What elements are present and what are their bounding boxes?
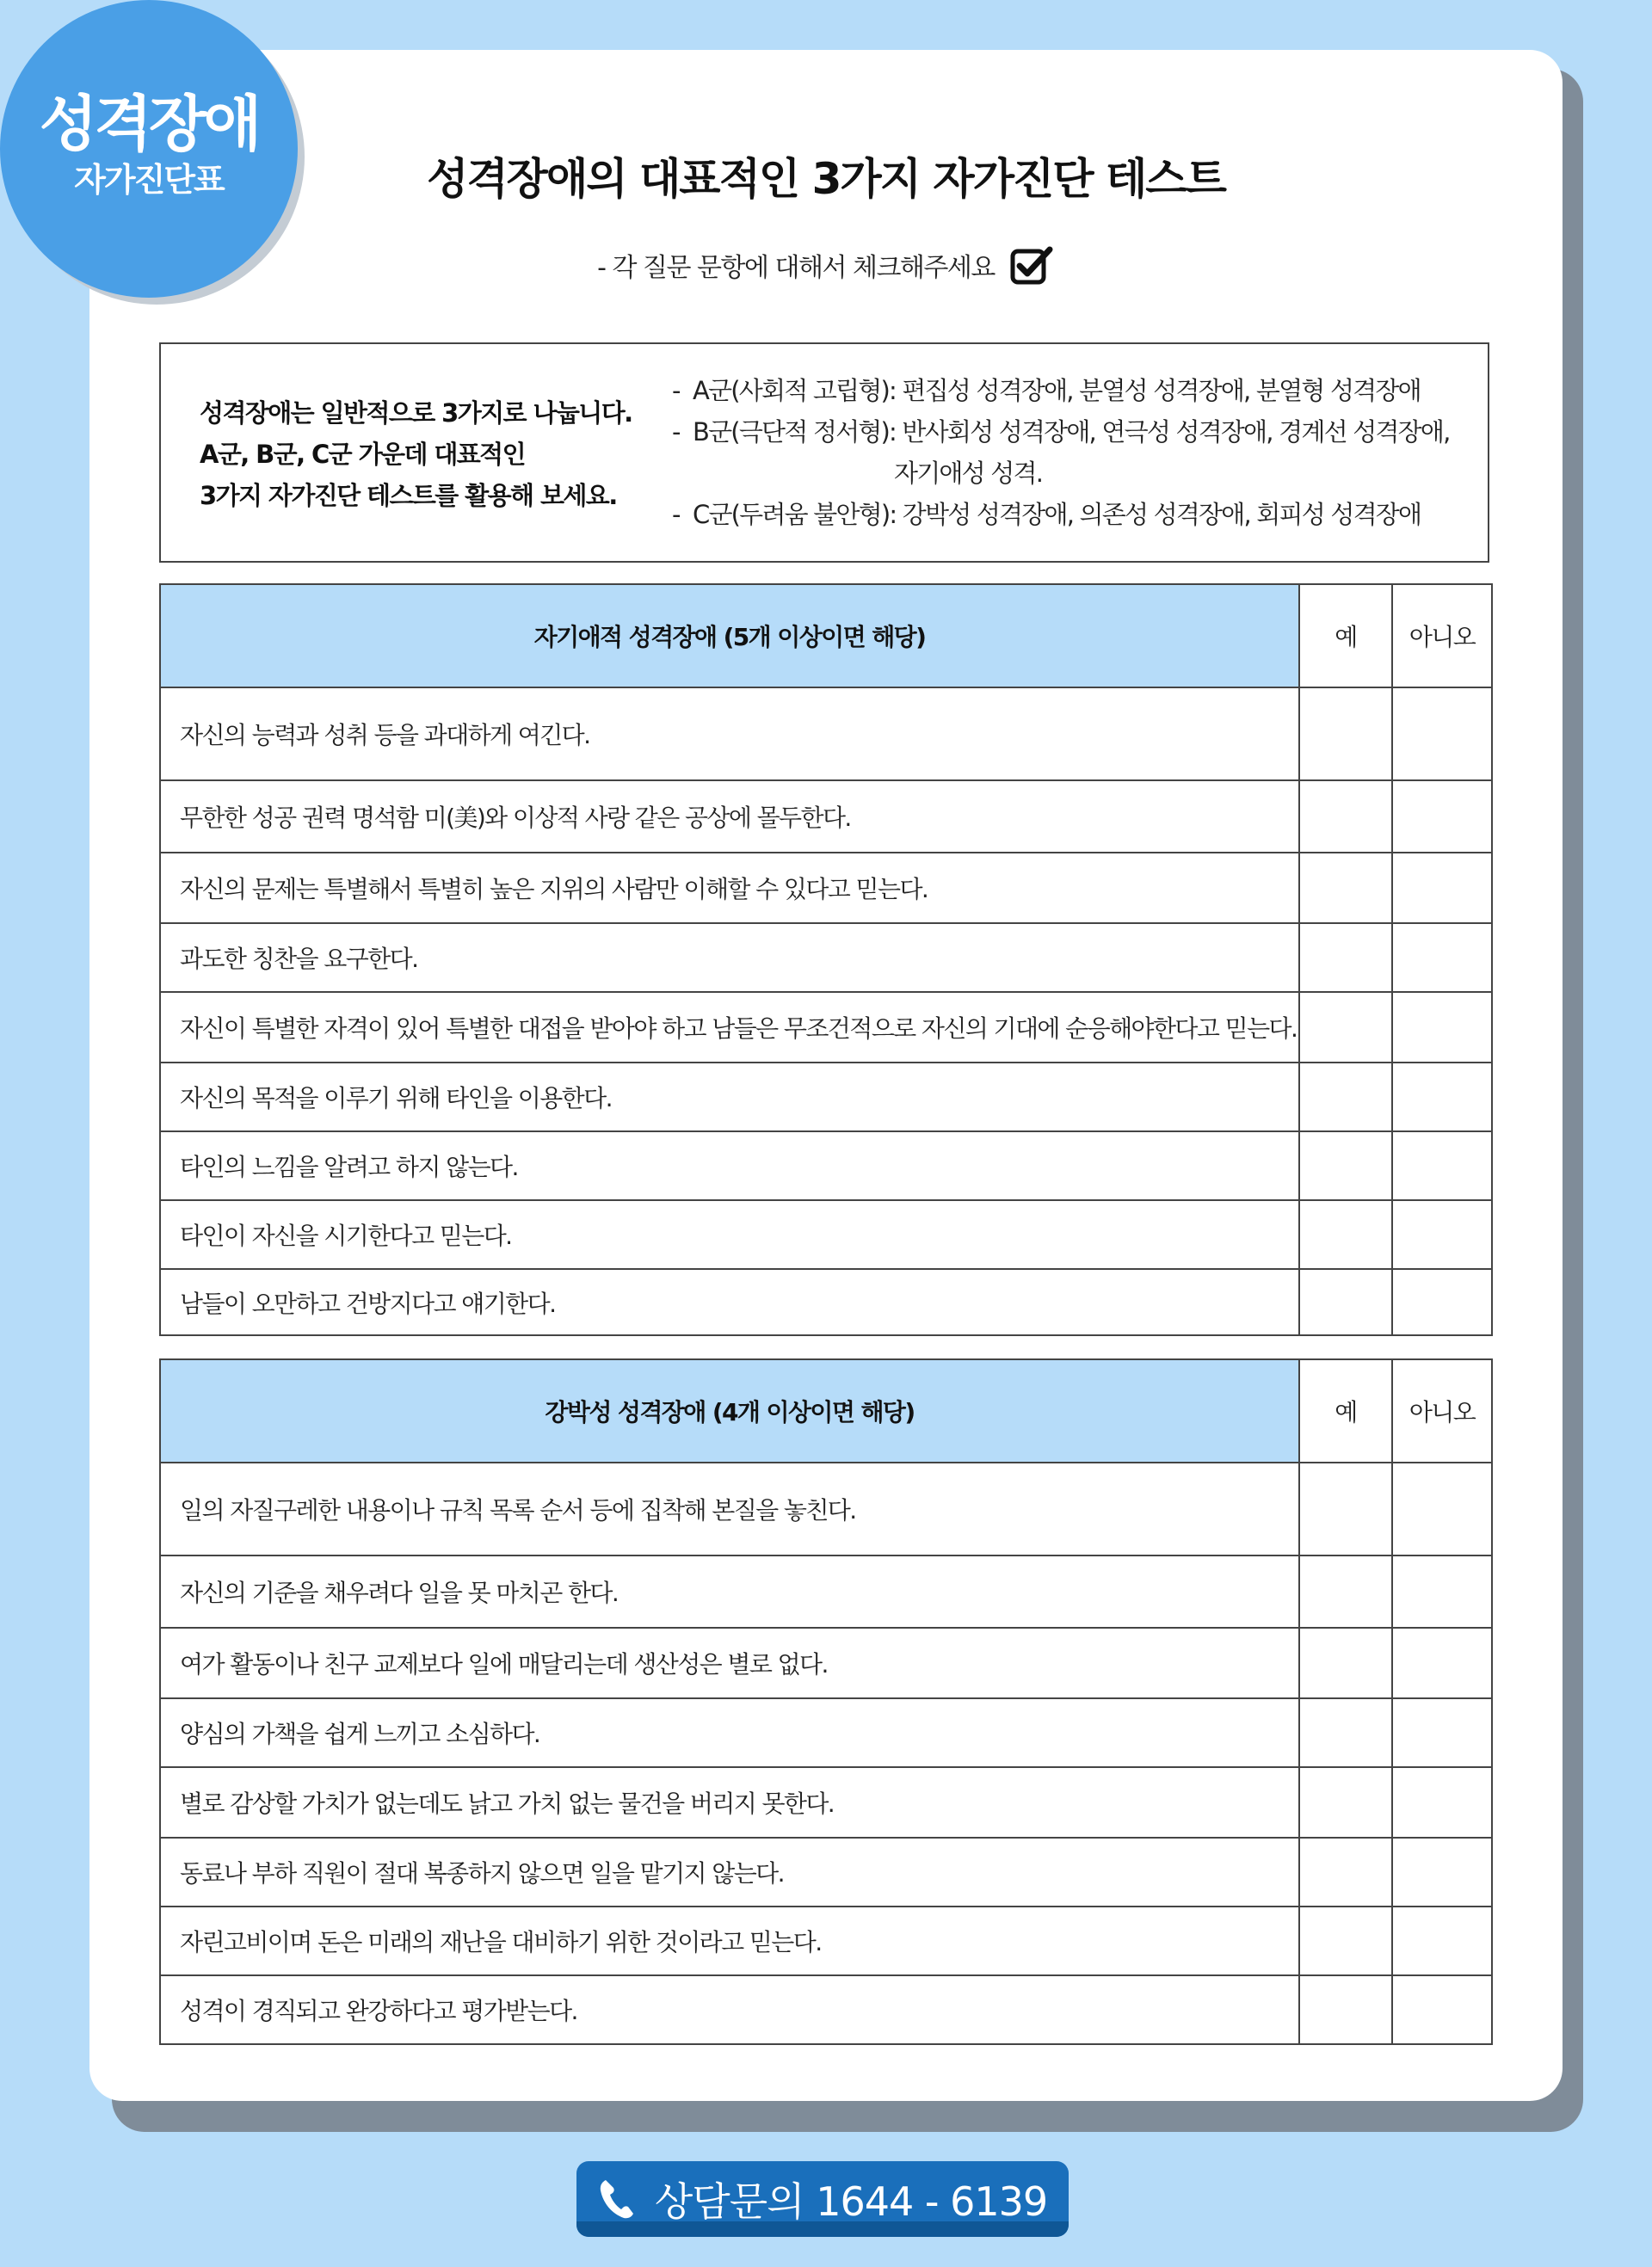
cluster-item-a <box>672 370 1481 411</box>
obsessive-checklist-table <box>159 1358 1493 2045</box>
table-row <box>160 1200 1492 1269</box>
no-checkbox-cell[interactable] <box>1392 1463 1492 1555</box>
table-row <box>160 1463 1492 1555</box>
yes-checkbox-cell[interactable] <box>1299 1463 1392 1555</box>
yes-column-header: 예 <box>1299 1359 1392 1463</box>
badge-line2: 자가진단표 <box>74 161 224 199</box>
yes-checkbox-cell[interactable] <box>1299 687 1392 780</box>
intro-summary-line: 3가지 자가진단 테스트를 활용해 보세요. <box>200 481 617 510</box>
table-row <box>160 1838 1492 1907</box>
list-dash: - <box>672 376 680 405</box>
narcissistic-checklist-table <box>159 583 1493 1336</box>
yes-checkbox-cell[interactable] <box>1299 780 1392 853</box>
question-text: 양심의 가책을 쉽게 느끼고 소심하다. <box>160 1698 1299 1767</box>
no-checkbox-cell[interactable] <box>1392 1838 1492 1907</box>
no-checkbox-cell[interactable] <box>1392 992 1492 1063</box>
question-text: 타인이 자신을 시기한다고 믿는다. <box>160 1200 1299 1269</box>
table-row <box>160 1698 1492 1767</box>
yes-checkbox-cell[interactable] <box>1299 1628 1392 1698</box>
instruction <box>89 245 1563 285</box>
table-row <box>160 1628 1492 1698</box>
table-row <box>160 992 1492 1063</box>
table-row <box>160 1555 1492 1628</box>
question-text: 별로 감상할 가치가 없는데도 낡고 가치 없는 물건을 버리지 못한다. <box>160 1767 1299 1838</box>
yes-checkbox-cell[interactable] <box>1299 1907 1392 1975</box>
question-text: 성격이 경직되고 완강하다고 평가받는다. <box>160 1975 1299 2044</box>
no-checkbox-cell[interactable] <box>1392 687 1492 780</box>
no-checkbox-cell[interactable] <box>1392 1975 1492 2044</box>
yes-checkbox-cell[interactable] <box>1299 992 1392 1063</box>
badge-line1: 성격장애 <box>39 89 259 159</box>
instruction-text: - 각 질문 문항에 대해서 체크해주세요 <box>597 253 995 283</box>
yes-checkbox-cell[interactable] <box>1299 1767 1392 1838</box>
table-row <box>160 1063 1492 1131</box>
intro-summary <box>200 392 647 516</box>
no-checkbox-cell[interactable] <box>1392 853 1492 923</box>
question-text: 자신의 목적을 이루기 위해 타인을 이용한다. <box>160 1063 1299 1131</box>
consultation-label: 상담문의 1644 - 6139 <box>654 2178 1048 2225</box>
cluster-item-b <box>672 411 1481 453</box>
table-row <box>160 1131 1492 1200</box>
table-row <box>160 853 1492 923</box>
question-text: 자신이 특별한 자격이 있어 특별한 대접을 받아야 하고 남들은 무조건적으로 자신의 기대에 순응해야한다고 믿는다. <box>160 992 1299 1063</box>
table-row <box>160 687 1492 780</box>
page-title: 성격장애의 대표적인 3가지 자가진단 테스트 <box>427 154 1225 204</box>
yes-checkbox-cell[interactable] <box>1299 1131 1392 1200</box>
consultation-button[interactable] <box>576 2161 1069 2237</box>
no-checkbox-cell[interactable] <box>1392 1131 1492 1200</box>
no-checkbox-cell[interactable] <box>1392 1698 1492 1767</box>
table-row <box>160 1975 1492 2044</box>
yes-checkbox-cell[interactable] <box>1299 923 1392 992</box>
no-checkbox-cell[interactable] <box>1392 1269 1492 1335</box>
yes-column-header: 예 <box>1299 584 1392 687</box>
yes-checkbox-cell[interactable] <box>1299 1975 1392 2044</box>
cluster-text: C군(두려움 불안형): 강박성 성격장애, 의존성 성격장애, 회피성 성격장애 <box>693 500 1421 529</box>
yes-checkbox-cell[interactable] <box>1299 1698 1392 1767</box>
cluster-text: A군(사회적 고립형): 편집성 성격장애, 분열성 성격장애, 분열형 성격장애 <box>693 376 1421 405</box>
no-checkbox-cell[interactable] <box>1392 1555 1492 1628</box>
table-row <box>160 923 1492 992</box>
no-checkbox-cell[interactable] <box>1392 780 1492 853</box>
no-checkbox-cell[interactable] <box>1392 1907 1492 1975</box>
table-header-row <box>160 584 1492 687</box>
table-title: 강박성 성격장애 (4개 이상이면 해당) <box>160 1359 1299 1463</box>
question-text: 자신의 문제는 특별해서 특별히 높은 지위의 사람만 이해할 수 있다고 믿는다. <box>160 853 1299 923</box>
table-row <box>160 1269 1492 1335</box>
cluster-item-b-continuation: 자기애성 성격. <box>894 459 1043 488</box>
no-checkbox-cell[interactable] <box>1392 923 1492 992</box>
no-checkbox-cell[interactable] <box>1392 1767 1492 1838</box>
list-dash: - <box>672 417 680 447</box>
intro-summary-line: 성격장애는 일반적으로 3가지로 나눕니다. <box>200 398 632 428</box>
no-checkbox-cell[interactable] <box>1392 1200 1492 1269</box>
checkbox-checked-icon <box>1010 245 1055 285</box>
question-text: 무한한 성공 권력 명석함 미(美)와 이상적 사랑 같은 공상에 몰두한다. <box>160 780 1299 853</box>
yes-checkbox-cell[interactable] <box>1299 1063 1392 1131</box>
no-checkbox-cell[interactable] <box>1392 1628 1492 1698</box>
table-row <box>160 1907 1492 1975</box>
intro-summary-line: A군, B군, C군 가운데 대표적인 <box>200 440 525 469</box>
yes-checkbox-cell[interactable] <box>1299 1838 1392 1907</box>
question-text: 자린고비이며 돈은 미래의 재난을 대비하기 위한 것이라고 믿는다. <box>160 1907 1299 1975</box>
question-text: 자신의 능력과 성취 등을 과대하게 여긴다. <box>160 687 1299 780</box>
yes-checkbox-cell[interactable] <box>1299 853 1392 923</box>
question-text: 타인의 느낌을 알려고 하지 않는다. <box>160 1131 1299 1200</box>
yes-checkbox-cell[interactable] <box>1299 1269 1392 1335</box>
table-header-row <box>160 1359 1492 1463</box>
question-text: 과도한 칭찬을 요구한다. <box>160 923 1299 992</box>
no-column-header: 아니오 <box>1392 584 1492 687</box>
no-checkbox-cell[interactable] <box>1392 1063 1492 1131</box>
table-row <box>160 780 1492 853</box>
question-text: 여가 활동이나 친구 교제보다 일에 매달리는데 생산성은 별로 없다. <box>160 1628 1299 1698</box>
table-row <box>160 1767 1492 1838</box>
question-text: 자신의 기준을 채우려다 일을 못 마치곤 한다. <box>160 1555 1299 1628</box>
intro-box <box>159 342 1489 563</box>
question-text: 일의 자질구레한 내용이나 규칙 목록 순서 등에 집착해 본질을 놓친다. <box>160 1463 1299 1555</box>
question-text: 남들이 오만하고 건방지다고 얘기한다. <box>160 1269 1299 1335</box>
list-dash: - <box>672 500 680 529</box>
yes-checkbox-cell[interactable] <box>1299 1555 1392 1628</box>
cluster-list <box>672 370 1481 535</box>
table-title: 자기애적 성격장애 (5개 이상이면 해당) <box>160 584 1299 687</box>
cluster-item-c <box>672 494 1481 535</box>
phone-icon <box>598 2178 636 2221</box>
question-text: 동료나 부하 직원이 절대 복종하지 않으면 일을 맡기지 않는다. <box>160 1838 1299 1907</box>
cluster-text: B군(극단적 정서형): 반사회성 성격장애, 연극성 성격장애, 경계선 성격장애, <box>693 417 1450 447</box>
no-column-header: 아니오 <box>1392 1359 1492 1463</box>
yes-checkbox-cell[interactable] <box>1299 1200 1392 1269</box>
